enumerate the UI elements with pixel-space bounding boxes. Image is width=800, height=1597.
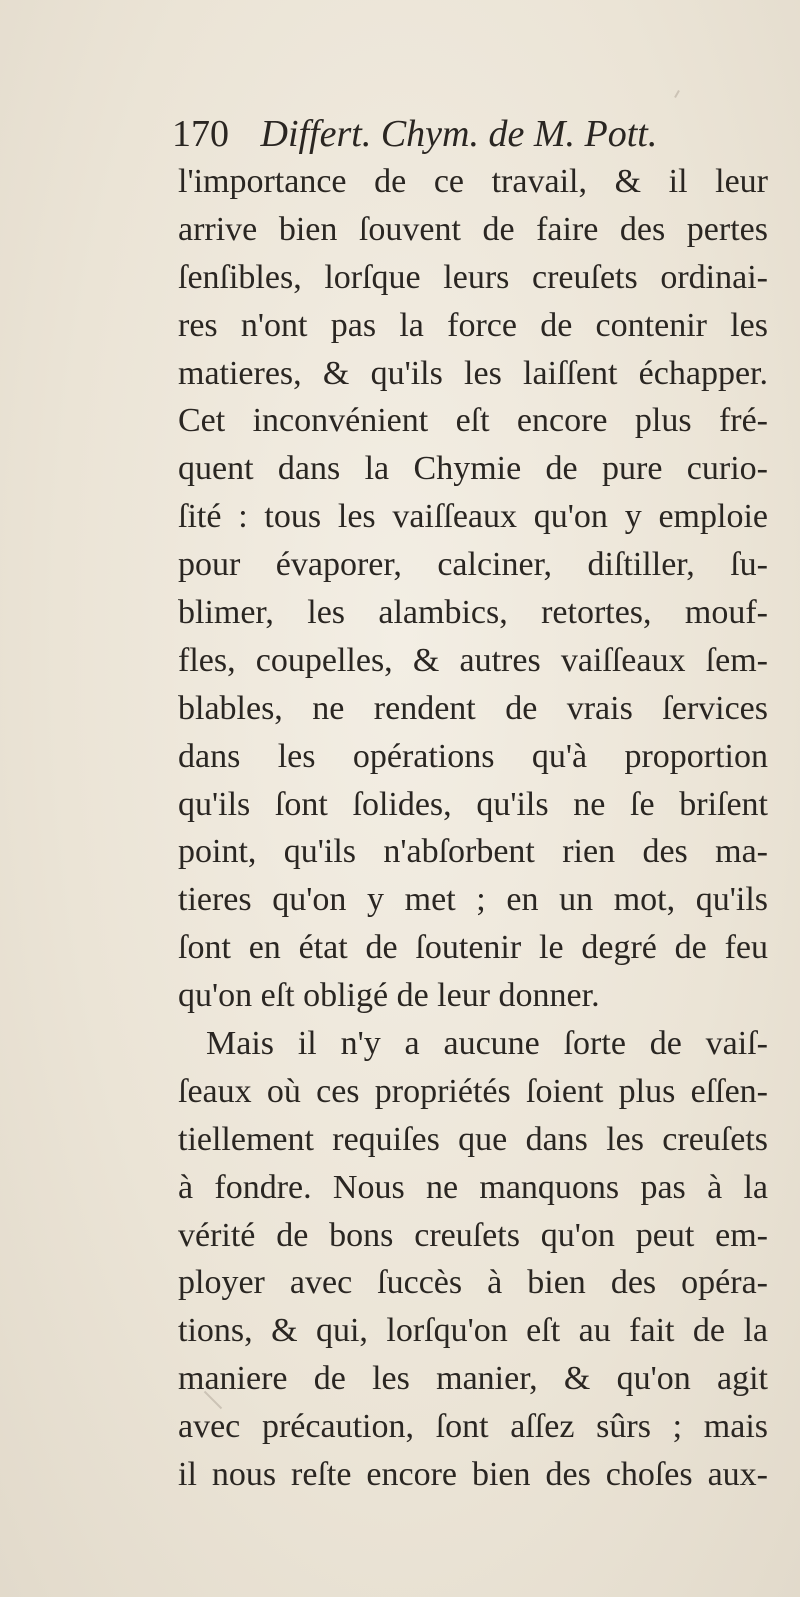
text-line: dans les opérations qu'à proportion	[178, 737, 768, 775]
text-line: il nous reſte encore bien des choſes aux-	[178, 1456, 768, 1494]
text-line: blimer, les alambics, retortes, mouf-	[178, 594, 768, 632]
text-line: quent dans la Chymie de pure curio-	[178, 450, 768, 488]
text-line: fles, coupelles, & autres vaiſſeaux ſem-	[178, 641, 768, 679]
text-line: Cet inconvénient eſt encore plus fré-	[178, 402, 768, 440]
text-line: à fondre. Nous ne manquons pas à la	[178, 1168, 768, 1206]
text-line: vérité de bons creuſets qu'on peut em-	[178, 1216, 768, 1254]
text-line: res n'ont pas la force de contenir les	[178, 306, 768, 344]
text-line: blables, ne rendent de vrais ſervices	[178, 689, 768, 727]
text-line: qu'ils ſont ſolides, qu'ils ne ſe briſent	[178, 785, 768, 823]
running-title: Differt. Chym. de M. Pott.	[260, 113, 658, 155]
text-line: tions, & qui, lorſqu'on eſt au fait de la	[178, 1312, 768, 1350]
text-line: pour évaporer, calciner, diſtiller, ſu-	[178, 546, 768, 584]
text-line: ſenſibles, lorſque leurs creuſets ordinai-	[178, 258, 768, 296]
paragraph-2	[178, 1020, 778, 1499]
text-line: avec précaution, ſont aſſez sûrs ; mais	[178, 1408, 768, 1446]
text-line: ſont en état de ſoutenir le degré de feu	[178, 929, 768, 967]
text-line: ſité : tous les vaiſſeaux qu'on y emploie	[178, 498, 768, 536]
text-line: arrive bien ſouvent de faire des pertes	[178, 210, 768, 248]
text-line: point, qu'ils n'abſorbent rien des ma-	[178, 833, 768, 871]
paragraph-1	[178, 158, 778, 1020]
text-line: tieres qu'on y met ; en un mot, qu'ils	[178, 881, 768, 919]
text-line: l'importance de ce travail, & il leur	[178, 163, 768, 200]
text-line: qu'on eſt obligé de leur donner.	[178, 977, 600, 1015]
text-line: Mais il n'y a aucune ſorte de vaiſ-	[206, 1025, 768, 1063]
text-line: matieres, & qu'ils les laiſſent échapper.	[178, 354, 768, 392]
page-number: 170	[172, 113, 229, 155]
paper-blemish	[674, 90, 680, 98]
page-header	[172, 110, 732, 158]
text-line: ployer avec ſuccès à bien des opéra-	[178, 1264, 768, 1302]
text-line: maniere de les manier, & qu'on agit	[178, 1360, 768, 1398]
text-line: tiellement requiſes que dans les creuſets	[178, 1120, 768, 1158]
text-line: ſeaux où ces propriétés ſoient plus eſſen-	[178, 1072, 768, 1110]
body-text	[178, 158, 778, 1499]
